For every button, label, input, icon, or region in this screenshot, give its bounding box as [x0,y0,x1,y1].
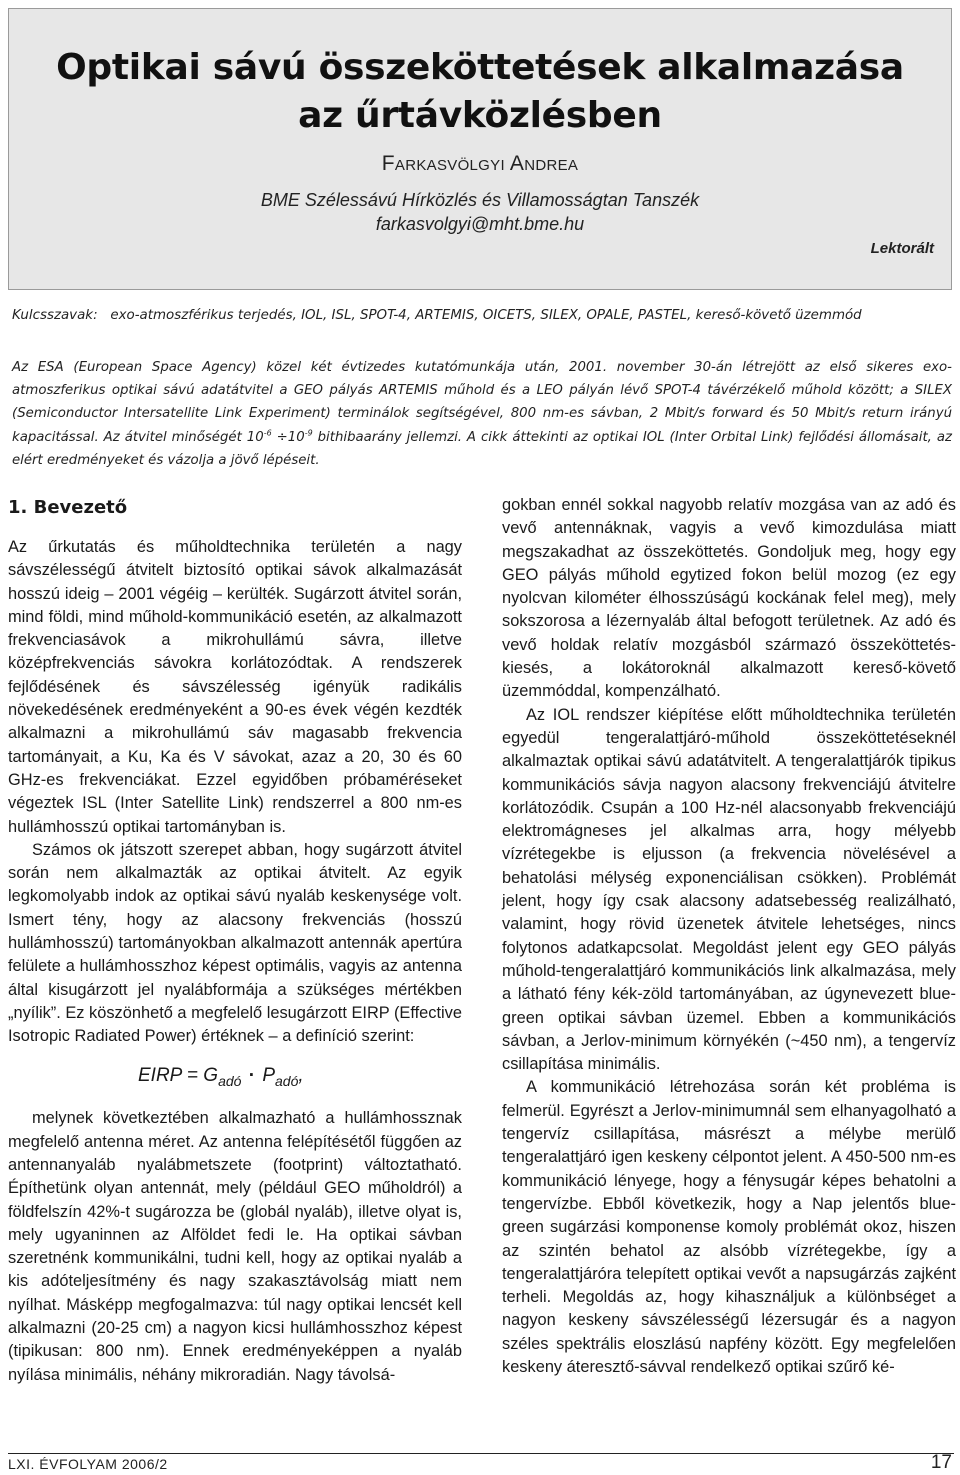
abstract-exponent-2: -9 [304,428,313,438]
author-name: Farkasvölgyi Andrea [381,152,579,175]
keywords-text: exo-atmoszférikus terjedés, IOL, ISL, SPOT-4, ARTEMIS, OICETS, SILEX, OPALE, PASTEL, kereső-követő üzemmód [110,308,862,323]
page-number: 17 [930,1452,952,1473]
reviewed-label: Lektorált [870,240,934,257]
formula-tail: , [298,1064,304,1086]
eirp-formula: EIRP = $G_{adó} \cdot P_{adó}$, [138,1064,304,1089]
abstract-exponent-1: -6 [263,428,272,438]
keywords-label: Kulcsszavak: [12,308,98,323]
left-column [8,492,462,1387]
formula-sub-2: adó [275,1072,299,1089]
issue-label: LXI. ÉVFOLYAM 2006/2 [8,1456,168,1472]
title-line-1: Optikai sávú összeköttetések alkalmazása [56,47,904,88]
affiliation: BME Szélessávú Hírközlés és Villamosságtan Tanszék [260,190,700,210]
paragraph-1: Az űrkutatás és műholdtechnika területén a nagy sávszélességű átvitelt biztosító optikai sávok alkalmazását hosszú ideig – 2001 végéig – kerülték. Sugárzott átvitel során, mind földi, mind műhold-kommunikáció esetén, az alkalmazott frekvenciasávok a mikrohullámú sávra, illetve középfrekvenciás sávokra korlátozódtak. A rendszerek fejlődésének és sávszélesség igényük radikális növekedésének eredményeként a 90-es évek végén kezdték alkalmazni a mikrohullámú sáv magasabb frekvencia tartományait, a Ku, Ka és V sávokat, azaz a 20, 30 és 60 GHz-es frekvenciákat. Ezzel egyidőben próbaméréseket végeztek ISL (Inter Satellite Link) rendszerrel a 800 nm-es hullámhosszú optikai tartományban is. [8,538,462,836]
title-line-2: az űrtávközlésben [298,95,662,136]
keywords [12,308,952,323]
section-heading: 1. Bevezető [8,497,128,518]
right-column [502,494,956,1379]
paragraph-5: Az IOL rendszer kiépítése előtt műholdtechnika területén egyedül tengeralattjáró-műhold összeköttetéseknél alkalmaztak optikai sávú adatátvitelt. A tengeralattjárók tipikus kommunikációs sávja nagyon alacsony frekvenciájú átvitelre korlátozódik. Csupán a 100 Hz-nél alacsonyabb frekvenciájú elektromágneses jel alkalmas arra, hogy mélyebb vízrétegekbe is eljusson (a frekvencia növelésével a behatolási mélység exponenciálisan csökken). Problémát jelent, hogy így csak alacsony adatsebesség realizálható, valamint, hogy rövid üzenetek átvitele lehetséges, nincs folytonos adatkapcsolat. Megoldást jelent egy GEO pályás műhold-tengeralattjáró kommunikációs link alkalmazása, mely a látható fény kék-zöld tartományában, az úgynevezett blue-green optikai sávban üzemel. Ebben a kommunikációs sávban, a Jerlov-minimum környékén (~450 nm), a tengervíz csillapítása minimális. [502,705,956,1074]
formula-sub-1: adó [218,1072,242,1089]
author-email: farkasvolgyi@mht.bme.hu [375,214,585,234]
formula-p: P [262,1064,276,1086]
paragraph-6: A kommunikáció létrehozása során két probléma is felmerül. Egyrészt a Jerlov-minimumnál sem elhanyagolható a tengervíz csillapítása, másrészt a mélybe merülő tengeralattjáró igen keskeny célpontot jelent. A 450-500 nm-es kommunikáció lényege, hogy a fénysugár képes behatolni a tengervízbe. Ebből következik, hogy a Nap jelentős blue-green sugárzási komponense komoly problémát okoz, hiszen az szintén behatol az alsóbb vízrétegekbe, így a tengeralattjáróra telepített optikai vevőt a napsugárzás zajként terheli. Megoldás az, hogy kihasználjuk a különbséget a nagyon keskeny sávszélességű lézersugár és a nagyon széles spektrális eloszlású napfény között. Egy megfelelően keskeny áteresztő-sávval rendelkező optikai szűrő ké- [502,1078,956,1376]
abstract-separator: ÷10 [271,429,305,445]
abstract-part-1: Az ESA (European Space Agency) közel két évtizedes kutatómunkája után, 2001. november 30-án létrejött az első sikeres exo-atmoszferikus optikai sávú adatátvitel a GEO pályás ARTEMIS műhold és a LEO pályán lévő SPOT-4 távérzékelő műhold között; a SILEX (Semiconductor Intersatellite Link Experiment) terminálok segítségével, 800 nm-es sávban, 2 Mbit/s forward és 50 Mbit/s return irányú kapacitással. Az átvitel minőségét 10 [12,360,952,445]
paragraph-4: gokban ennél sokkal nagyobb relatív mozgása van az adó és vevő antennáknak, vagyis a vevő kimozdulása miatt megszakadhat az összeköttetés. Gondoljuk meg, hogy egy GEO pályás műhold egytized fokon belül mozog (ez egy nyolcvan kilométer élhosszúságú kockának felel meg), mely sokszorosa a lézernyaláb által befogott területnek. Az adó és vevő holdak relatív mozgásból származó összeköttetés-kiesés, a lokátoroknál alkalmazott kereső-követő üzemmóddal, kompenzálható. [502,496,956,701]
paragraph-3: melynek következtében alkalmazható a hullámhossznak megfelelő antenna méret. Az antenna felépítésétől függően az antennanyaláb nyalábmetszete (footprint) változtatható. Építhetünk olyan antennát, mely (például GEO műholdról) a földfelszín 42%-t sugározza be (globál nyaláb), illetve olyat is, mely ugyaninnen az Alföldet fedi le. Ha optikai sávban szeretnénk kommunikálni, tudni kell, hogy az optikai nyaláb a kis adóteljesítmény és nagy szakasztávolság miatt nem nyílhat. Másképp megfogalmazva: túl nagy optikai lencsét kell alkalmazni (20-25 cm) a nagyon kicsi hullámhosszhoz képest (tipikusan: 800 nm). Ennek eredményeképpen a nyaláb nyílása minimális, néhány mikroradián. Nagy távolsá- [8,1109,462,1384]
footer-rule [8,1453,954,1454]
abstract [12,356,952,472]
paragraph-2: Számos ok játszott szerepet abban, hogy sugárzott átvitel során nem alkalmazták az optikai átvitelt. Az egyik legkomolyabb indok az optikai sávú nyaláb keskenysége volt. Ismert tény, hogy az alacsony frekvenciás (hosszú hullámhosszú) tartományokban alkalmazott antennák apertúra felülete a hullámhosszhoz képest optimális, vagyis az antenna által kisugárzott jel nyalábformája a szükséges mértékben „nyílik”. Ez köszönhető a megfelelő lesugárzott EIRP (Effective Isotropic Radiated Power) értéknek – a definíció szerint: [8,840,462,1046]
abstract-part-2: bithibaarány jellemzi. A cikk áttekinti az optikai IOL (Inter Orbital Link) fejlődési állomásait, az elért eredményeket és vázolja a jövő lépéseit. [12,429,952,468]
formula-lhs: EIRP = G [138,1064,219,1086]
